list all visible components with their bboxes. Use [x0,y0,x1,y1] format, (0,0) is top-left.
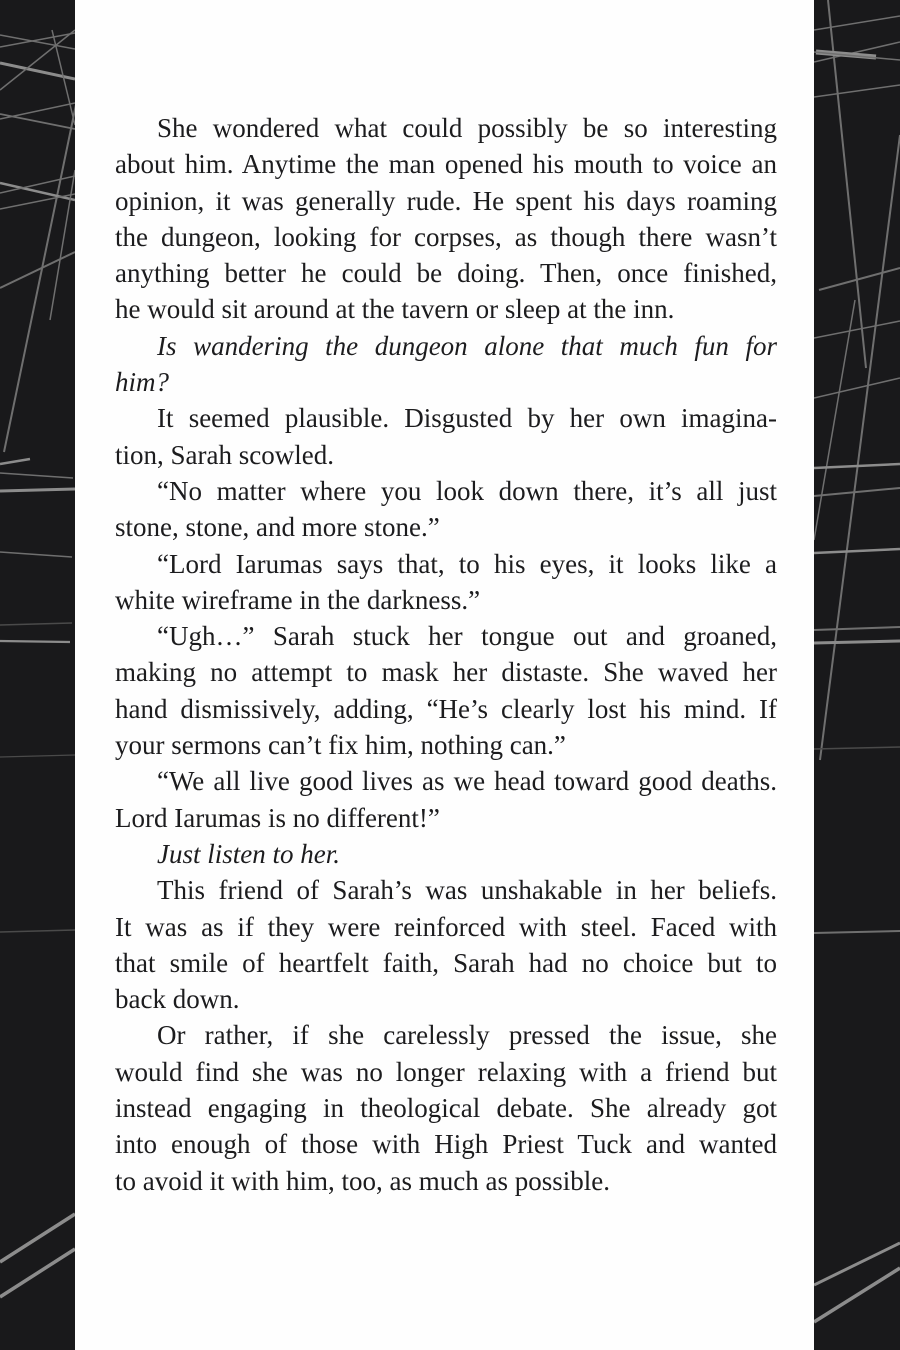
text-line: This friend of Sarah’s was unshakable in her beliefs. [157,875,777,906]
paragraph [115,836,777,872]
paragraph [115,400,777,473]
text-line: Just listen to her. [157,838,340,869]
text-line: stone, stone, and more stone.” [115,512,440,543]
text-line: back down. [115,984,240,1015]
text-line: hand dismissively, adding, “He’s clearly lost his mind. If [115,693,777,724]
paragraph [115,763,777,836]
text-line: would find she was no longer relaxing with a friend but [115,1056,777,1087]
paragraph [115,473,777,546]
text-line: into enough of those with High Priest Tuck and wanted [115,1129,777,1160]
text-line: making no attempt to mask her distaste. She waved her [115,657,777,688]
text-line: the dungeon, looking for corpses, as though there wasn’t [115,221,777,252]
text-line: that smile of heartfelt faith, Sarah had no choice but to [115,947,777,978]
text-line: She wondered what could possibly be so interesting [157,113,777,143]
text-line: your sermons can’t fix him, nothing can.” [115,730,566,761]
text-line: Lord Iarumas is no different!” [115,802,440,833]
text-line: to avoid it with him, too, as much as possible. [115,1165,610,1196]
wireframe-decoration-left [0,0,75,1350]
paragraph [115,872,777,1017]
text-line: about him. Anytime the man opened his mouth to voice an [115,149,777,180]
paragraph [115,110,777,328]
paragraph [115,1017,777,1198]
text-line: “Lord Iarumas says that, to his eyes, it looks like a [157,548,777,579]
paragraph [115,546,777,619]
paragraph [115,618,777,763]
wireframe-decoration-right [814,0,900,1350]
page-text [115,110,777,1199]
text-line: “No matter where you look down there, it’s all just [157,475,777,506]
text-line: Is wandering the dungeon alone that much fun for [157,330,777,361]
text-line: anything better he could be doing. Then, once finished, [115,258,777,289]
text-line: tion, Sarah scowled. [115,439,334,470]
text-line: opinion, it was generally rude. He spent his days roaming [115,185,777,216]
text-line: he would sit around at the tavern or sleep at the inn. [115,294,675,325]
text-line: It seemed plausible. Disgusted by her own imagina- [157,403,777,434]
paragraph [115,328,777,401]
text-line: It was as if they were reinforced with steel. Faced with [115,911,777,942]
text-line: “We all live good lives as we head toward good deaths. [157,766,777,797]
text-line: white wireframe in the darkness.” [115,584,481,615]
text-line: Or rather, if she carelessly pressed the issue, she [157,1020,777,1051]
text-line: “Ugh…” Sarah stuck her tongue out and groaned, [157,621,777,652]
text-line: instead engaging in theological debate. She already got [115,1093,777,1124]
text-line: him? [115,367,169,398]
